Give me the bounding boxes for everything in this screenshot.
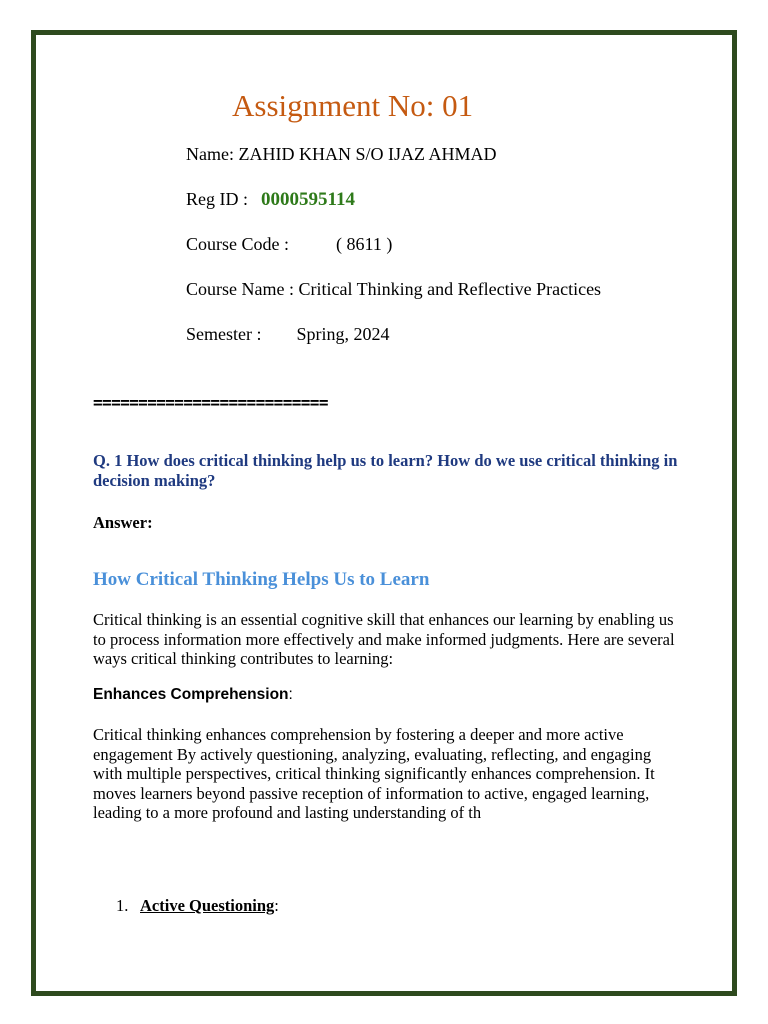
reg-id-label: Reg ID : [186, 189, 248, 209]
assignment-title: Assignment No: 01 [232, 88, 474, 123]
course-code-label: Course Code : [186, 234, 289, 254]
course-name-label: Course Name : [186, 279, 294, 299]
intro-paragraph: Critical thinking is an essential cognitive skill that enhances our learning by enabling us to process information more effectively and make informed judgments. Here are several ways critical thinking contributes to learning: [93, 610, 675, 668]
separator-line: ========================== [93, 393, 328, 412]
question-text: Q. 1 How does critical thinking help us to learn? How do we use critical thinking in decision making? [93, 451, 678, 490]
list-item [116, 896, 279, 916]
reg-id-line [186, 189, 355, 211]
comprehension-paragraph: Critical thinking enhances comprehension by fostering a deeper and more active engagement By actively questioning, analyzing, evaluating, reflecting, and engaging with multiple perspectives, critical thinking significantly enhances comprehension. It moves learners beyond passive reception of information to active, engaged learning, leading to a more profound and lasting understanding of th [93, 725, 655, 822]
course-name-value: Critical Thinking and Reflective Practices [298, 279, 602, 299]
list-item-label: Active Questioning [140, 896, 275, 915]
list-item-colon: : [274, 896, 279, 915]
name-value: ZAHID KHAN S/O IJAZ AHMAD [238, 144, 497, 164]
semester-value: Spring, 2024 [296, 324, 390, 344]
subheading-text: Enhances Comprehension [93, 686, 289, 703]
course-name-line [186, 279, 601, 300]
course-code-line [186, 234, 392, 255]
course-code-value: ( 8611 ) [336, 234, 393, 254]
semester-line [186, 324, 390, 345]
semester-label: Semester : [186, 324, 262, 344]
reg-id-value: 0000595114 [261, 189, 355, 210]
name-line [186, 144, 496, 165]
name-label: Name: [186, 144, 234, 164]
answer-label: Answer: [93, 513, 153, 532]
subheading-colon: : [288, 686, 293, 703]
subheading-enhances-comprehension [93, 686, 293, 704]
section-heading: How Critical Thinking Helps Us to Learn [93, 569, 430, 590]
list-item-number: 1. [116, 896, 129, 915]
